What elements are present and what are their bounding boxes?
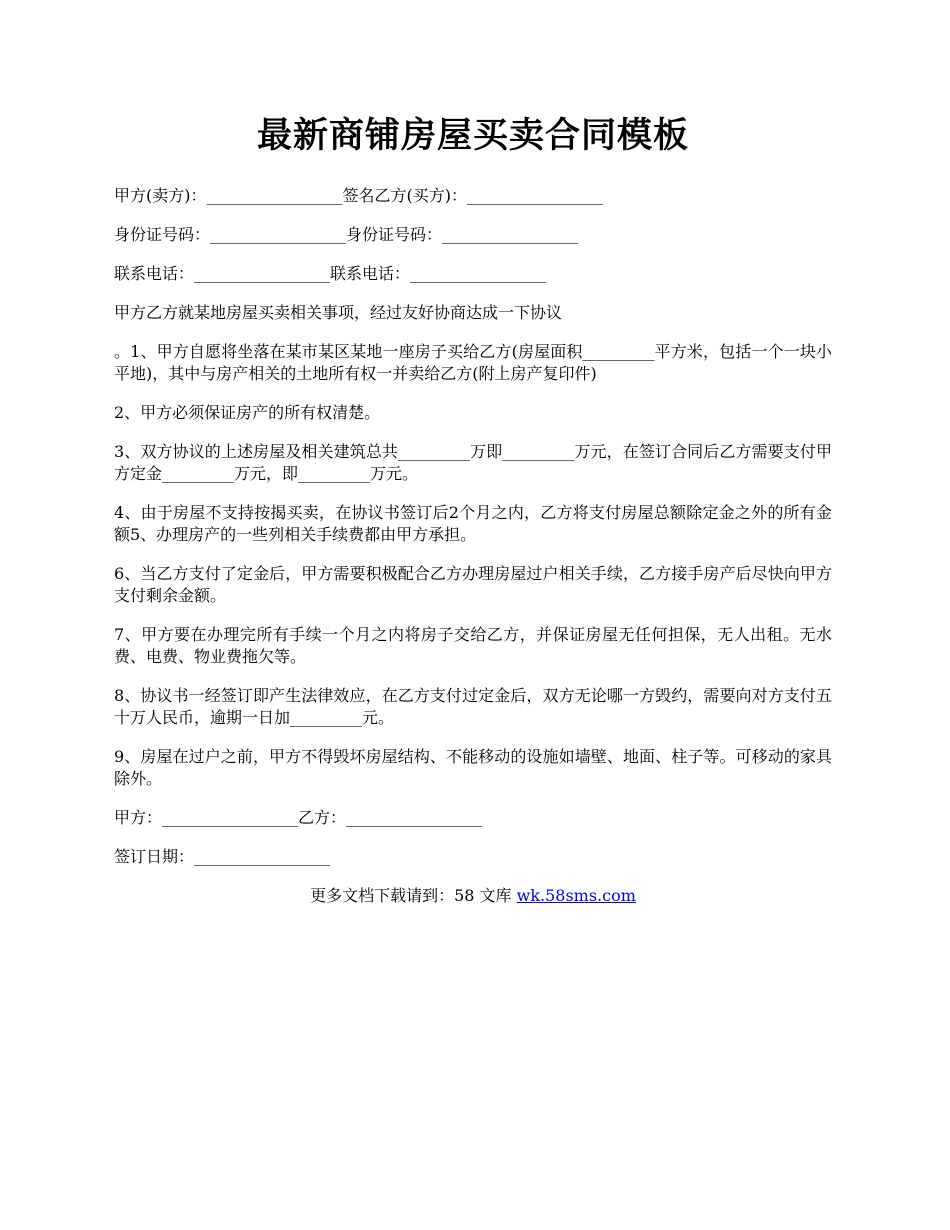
id-number-line: 身份证号码：_________________身份证号码：_________________ (114, 225, 579, 244)
clause-9: 9、房屋在过户之前，甲方不得毁坏房屋结构、不能移动的设施如墙壁、地面、柱子等。可移动的家具除外。 (114, 747, 832, 788)
signature-line: 甲方：_________________乙方：_________________ (114, 808, 483, 827)
clause-7: 7、甲方要在办理完所有手续一个月之内将房子交给乙方，并保证房屋无任何担保，无人出租。无水费、电费、物业费拖欠等。 (114, 625, 832, 666)
download-footer (114, 885, 832, 907)
party-a-seller-line: 甲方(卖方)：_________________签名乙方(买方)：_________________ (114, 186, 603, 205)
intro-paragraph: 甲方乙方就某地房屋买卖相关事项，经过友好协商达成一下协议 (114, 303, 563, 322)
footer-text: 更多文档下载请到：58 文库 (310, 886, 517, 905)
clause-6: 6、当乙方支付了定金后，甲方需要积极配合乙方办理房屋过户相关手续，乙方接手房产后尽快向甲方支付剩余金额。 (114, 564, 832, 605)
clause-4-5: 4、由于房屋不支持按揭买卖，在协议书签订后2个月之内，乙方将支付房屋总额除定金之外的所有金额5、办理房产的一些列相关手续费都由甲方承担。 (114, 503, 832, 544)
clause-8: 8、协议书一经签订即产生法律效应，在乙方支付过定金后，双方无论哪一方毁约，需要向对方支付五十万人民币，逾期一日加_________元。 (114, 686, 832, 727)
document-title: 最新商铺房屋买卖合同模板 (256, 115, 689, 156)
phone-line: 联系电话：_________________联系电话：_________________ (114, 264, 547, 283)
clause-1: 。1、甲方自愿将坐落在某市某区某地一座房子买给乙方(房屋面积_________平方米，包括一个一块小平地)，其中与房产相关的土地所有权一并卖给乙方(附上房产复印件) (114, 342, 832, 383)
footer-link[interactable]: wk.58sms.com (516, 886, 636, 905)
clause-3: 3、双方协议的上述房屋及相关建筑总共_________万即_________万元，在签订合同后乙方需要支付甲方定金_________万元，即_________万元。 (114, 442, 832, 483)
sign-date-line: 签订日期：_________________ (114, 847, 331, 866)
clause-2: 2、甲方必须保证房产的所有权清楚。 (114, 403, 381, 422)
